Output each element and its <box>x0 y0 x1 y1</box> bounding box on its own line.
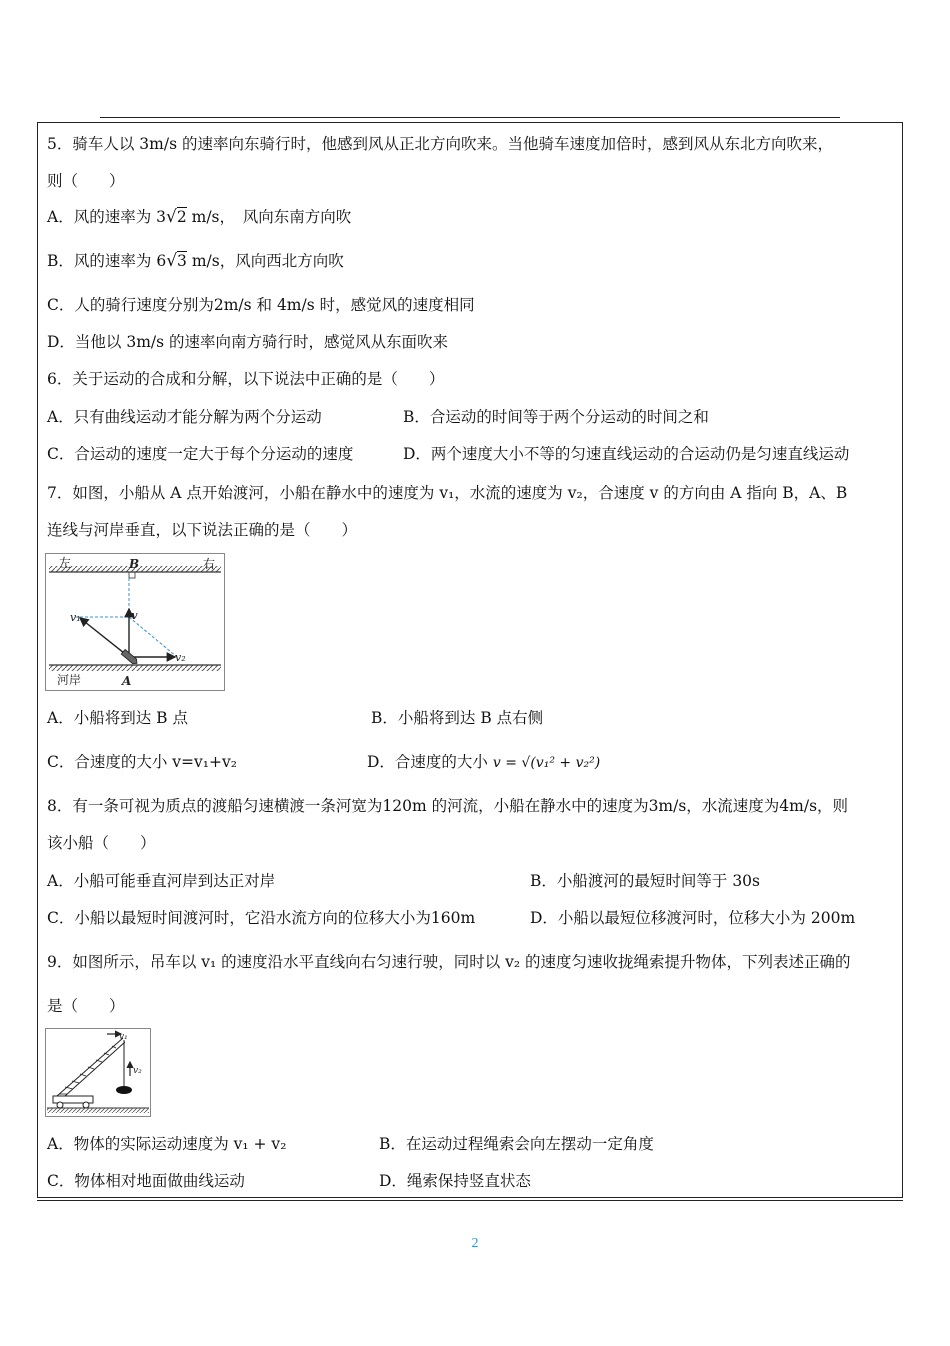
q5-option-b-pre: B．风的速率为 6 <box>47 252 167 270</box>
q5-option-b-radicand: 3 <box>177 252 187 270</box>
wheel <box>83 1102 89 1108</box>
q5-option-a-post: m/s， 风向东南方向吹 <box>186 208 352 226</box>
label-v1: v₁ <box>70 611 81 624</box>
label-right: 右 <box>203 557 216 571</box>
label-v2: v₂ <box>133 1066 142 1076</box>
label-v2: v₂ <box>175 651 186 664</box>
q5-option-c: C．人的骑行速度分别为2m/s 和 4m/s 时，感觉风的速度相同 <box>47 296 475 314</box>
q6-option-a: A．只有曲线运动才能分解为两个分运动 <box>47 408 322 426</box>
q5-option-b <box>47 251 344 271</box>
q5-stem-line1: 5．骑车人以 3m/s 的速率向东骑行时，他感到风从正北方向吹来。当他骑车速度加倍时，感到风从东北方向吹来， <box>47 135 833 153</box>
q9-option-a: A．物体的实际运动速度为 v₁ + v₂ <box>47 1135 287 1153</box>
near-bank <box>49 665 221 671</box>
label-point-b: B <box>129 557 140 571</box>
sqrt-sign: √ <box>166 251 178 271</box>
q5-option-d: D．当他以 3m/s 的速率向南方骑行时，感觉风从东面吹来 <box>47 333 449 351</box>
q9-option-c: C．物体相对地面做曲线运动 <box>47 1172 245 1190</box>
label-riverbank: 河岸 <box>57 673 82 687</box>
river-crossing-figure <box>45 553 225 691</box>
q5-option-b-post: m/s，风向西北方向吹 <box>186 252 344 270</box>
q9-stem-line2: 是（ ） <box>47 997 125 1015</box>
q9-stem-line1: 9．如图所示，吊车以 v₁ 的速度沿水平直线向右匀速行驶，同时以 v₂ 的速度匀速收拢绳索提升物体，下列表述正确的 <box>47 953 851 971</box>
q9-option-d: D．绳索保持竖直状态 <box>379 1172 531 1190</box>
header-rule <box>100 117 840 118</box>
q5-stem-line2: 则（ ） <box>47 172 125 190</box>
q7-option-a: A．小船将到达 B 点 <box>47 709 188 727</box>
q5-option-a <box>47 207 351 227</box>
q7-option-d-pre: D．合速度的大小 <box>367 753 488 771</box>
label-v1: v₁ <box>119 1032 128 1042</box>
q5-option-a-radicand: 2 <box>176 208 187 226</box>
q8-stem-line2: 该小船（ ） <box>47 834 156 852</box>
crane-figure <box>45 1028 151 1117</box>
sqrt-sign: √ <box>165 207 177 227</box>
wheel <box>57 1102 63 1108</box>
river-crossing-svg <box>45 553 225 691</box>
crane-svg <box>45 1028 151 1117</box>
q5-option-a-pre: A．风的速率为 3 <box>47 208 166 226</box>
q6-option-c: C．合运动的速度一定大于每个分运动的速度 <box>47 445 354 463</box>
label-left: 左 <box>59 556 72 570</box>
q8-option-b: B．小船渡河的最短时间等于 30s <box>530 872 760 890</box>
q6-stem: 6．关于运动的合成和分解，以下说法中正确的是（ ） <box>47 370 445 388</box>
load-object <box>116 1086 132 1094</box>
q6-option-b: B．合运动的时间等于两个分运动的时间之和 <box>403 408 709 426</box>
q9-option-b: B．在运动过程绳索会向左摆动一定角度 <box>379 1135 654 1153</box>
ground <box>47 1108 149 1113</box>
q7-option-d-formula: v = √(v₁² + v₂²) <box>492 755 601 771</box>
q7-option-b: B．小船将到达 B 点右侧 <box>371 709 544 727</box>
q6-option-d: D．两个速度大小不等的匀速直线运动的合运动仍是匀速直线运动 <box>403 445 850 463</box>
q8-option-c: C．小船以最短时间渡河时，它沿水流方向的位移大小为160m <box>47 909 476 927</box>
label-point-a: A <box>122 674 132 688</box>
page-number: 2 <box>471 1236 479 1251</box>
frame-double-rule <box>37 1200 903 1201</box>
q8-option-d: D．小船以最短位移渡河时，位移大小为 200m <box>530 909 856 927</box>
q7-option-c: C．合速度的大小 v=v₁+v₂ <box>47 753 237 771</box>
q8-option-a: A．小船可能垂直河岸到达正对岸 <box>47 872 276 890</box>
q7-stem-line2: 连线与河岸垂直，以下说法正确的是（ ） <box>47 521 358 539</box>
label-v: v <box>131 609 138 622</box>
q7-option-d <box>367 752 600 773</box>
q8-stem-line1: 8．有一条可视为质点的渡船匀速横渡一条河宽为120m 的河流，小船在静水中的速度为3m/s，水流速度为4m/s，则 <box>47 797 849 815</box>
q7-stem-line1: 7．如图，小船从 A 点开始渡河，小船在静水中的速度为 v₁，水流的速度为 v₂，合速度 v 的方向由 A 指向 B，A、B <box>47 484 848 502</box>
